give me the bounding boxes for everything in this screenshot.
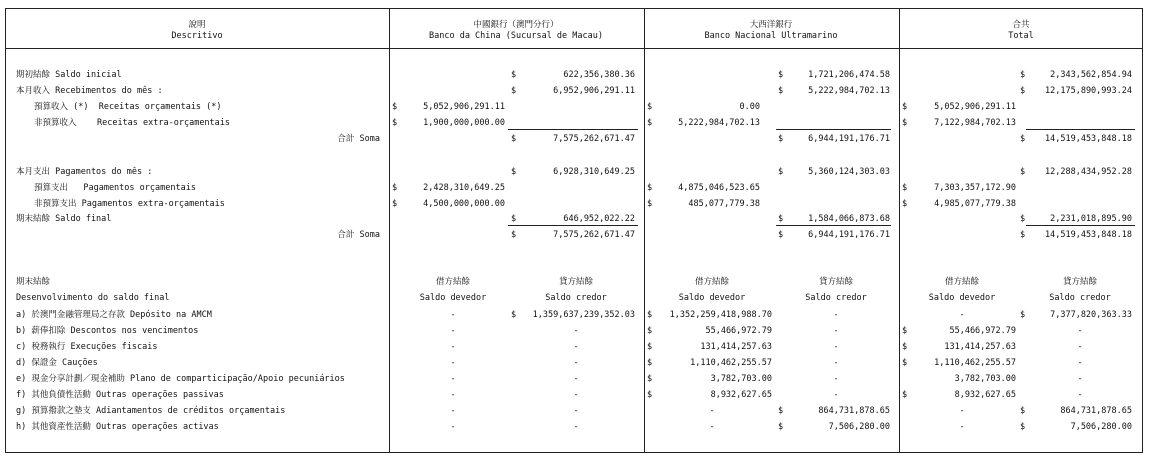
- debit-header-pt: Saldo devedor: [678, 293, 746, 303]
- value: 6,944,191,176.71: [808, 230, 890, 240]
- currency: $: [778, 230, 784, 240]
- value: 1,110,462,255.57: [934, 358, 1016, 368]
- currency: $: [1020, 214, 1026, 224]
- value: 2,343,562,854.94: [1050, 70, 1132, 80]
- value: 7,122,984,702.13: [934, 118, 1016, 128]
- dash: -: [959, 310, 965, 320]
- value: 7,506,280.00: [828, 422, 890, 432]
- currency: $: [647, 374, 653, 384]
- value: 1,352,259,418,988.70: [669, 310, 772, 320]
- dev-item-label: f) 其他負債性活動 Outras operações passivas: [16, 390, 224, 400]
- currency: $: [778, 70, 784, 80]
- currency: $: [511, 310, 517, 320]
- currency: $: [1020, 310, 1026, 320]
- debit-header-zh: 借方結餘: [944, 277, 980, 287]
- value: 622,356,380.36: [563, 70, 635, 80]
- dash: -: [450, 326, 456, 336]
- value: 14,519,453,848.18: [1045, 230, 1132, 240]
- row-label: 期末結餘 Saldo final: [16, 214, 112, 224]
- dash: -: [833, 310, 839, 320]
- dash: -: [573, 422, 579, 432]
- value: 3,782,703.00: [954, 374, 1016, 384]
- dash: -: [709, 422, 715, 432]
- value: 4,875,046,523.65: [678, 183, 760, 193]
- dash: -: [450, 406, 456, 416]
- header-boc-pt: Banco da China (Sucursal de Macau): [429, 31, 603, 41]
- currency: $: [902, 390, 908, 400]
- currency: $: [647, 183, 653, 193]
- dash: -: [573, 390, 579, 400]
- value: 2,231,018,895.90: [1050, 214, 1132, 224]
- value: 8,932,627.65: [954, 390, 1016, 400]
- value: 7,575,262,671.47: [553, 134, 635, 144]
- dash: -: [450, 310, 456, 320]
- debit-header-zh: 借方結餘: [435, 277, 471, 287]
- dev-item-label: a) 於澳門金融管理局之存款 Depósito na AMCM: [16, 310, 212, 320]
- value: 6,944,191,176.71: [808, 134, 890, 144]
- value: 55,466,972.79: [705, 326, 772, 336]
- currency: $: [778, 86, 784, 96]
- dev-title-zh: 期末結餘: [16, 277, 51, 287]
- value: 4,985,077,779.38: [934, 199, 1016, 209]
- currency: $: [392, 118, 398, 128]
- dash: -: [450, 374, 456, 384]
- value: 131,414,257.63: [944, 342, 1016, 352]
- debit-header-pt: Saldo devedor: [928, 293, 996, 303]
- currency: $: [778, 422, 784, 432]
- value: 646,952,022.22: [563, 214, 635, 224]
- currency: $: [1020, 230, 1026, 240]
- currency: $: [1020, 422, 1026, 432]
- row-label: 本月收入 Recebimentos do mês :: [16, 86, 163, 96]
- value: 0.00: [739, 102, 760, 112]
- currency: $: [647, 118, 653, 128]
- header-total-pt: Total: [1008, 31, 1034, 41]
- value: 12,288,434,952.28: [1045, 167, 1132, 177]
- value: 7,575,262,671.47: [553, 230, 635, 240]
- currency: $: [1020, 70, 1026, 80]
- currency: $: [511, 167, 517, 177]
- credit-header-zh: 貸方結餘: [818, 277, 854, 287]
- dash: -: [1077, 374, 1083, 384]
- value: 5,360,124,303.03: [808, 167, 890, 177]
- value: 6,928,310,649.25: [553, 167, 635, 177]
- currency: $: [647, 199, 653, 209]
- dash: -: [1077, 342, 1083, 352]
- value: 5,222,984,702.13: [808, 86, 890, 96]
- value: 2,428,310,649.25: [423, 183, 505, 193]
- currency: $: [778, 134, 784, 144]
- header-total-zh: 合共: [1012, 20, 1030, 30]
- dev-item-label: h) 其他資產性活動 Outras operações activas: [16, 422, 219, 432]
- currency: $: [647, 342, 653, 352]
- currency: $: [511, 214, 517, 224]
- row-label: 非預算收入 Receitas extra-orçamentais: [34, 118, 231, 128]
- column-divider: [644, 8, 645, 453]
- currency: $: [511, 230, 517, 240]
- header-bnu-pt: Banco Nacional Ultramarino: [704, 31, 838, 41]
- currency: $: [392, 183, 398, 193]
- currency: $: [647, 358, 653, 368]
- value: 1,584,066,873.68: [808, 214, 890, 224]
- currency: $: [647, 102, 653, 112]
- value: 1,900,000,000.00: [423, 118, 505, 128]
- dash: -: [833, 358, 839, 368]
- dash: -: [833, 390, 839, 400]
- currency: $: [392, 199, 398, 209]
- dev-item-label: c) 稅務執行 Execuções fiscais: [16, 342, 158, 352]
- dash: -: [573, 374, 579, 384]
- dash: -: [450, 358, 456, 368]
- currency: $: [902, 118, 908, 128]
- dash: -: [833, 342, 839, 352]
- currency: $: [1020, 134, 1026, 144]
- currency: $: [392, 102, 398, 112]
- row-label: 非預算支出 Pagamentos extra-orçamentais: [34, 199, 225, 209]
- value: 6,952,906,291.11: [553, 86, 635, 96]
- value: 864,731,878.65: [1060, 406, 1132, 416]
- currency: $: [902, 342, 908, 352]
- dev-title-pt: Desenvolvimento do saldo final: [16, 293, 170, 303]
- dash: -: [573, 326, 579, 336]
- row-label: 本月支出 Pagamentos do mês :: [16, 167, 153, 177]
- subtotal-rule: [508, 129, 638, 130]
- currency: $: [1020, 86, 1026, 96]
- credit-header-zh: 貸方結餘: [558, 277, 594, 287]
- value: 131,414,257.63: [700, 342, 772, 352]
- value: 1,110,462,255.57: [690, 358, 772, 368]
- subtotal-rule: [1026, 129, 1135, 130]
- dev-item-label: d) 保證金 Cauções: [16, 358, 98, 368]
- value: 864,731,878.65: [818, 406, 890, 416]
- dash: -: [573, 342, 579, 352]
- value: 3,782,703.00: [710, 374, 772, 384]
- value: 7,303,357,172.90: [934, 183, 1016, 193]
- dash: -: [450, 342, 456, 352]
- currency: $: [647, 390, 653, 400]
- dev-item-label: g) 預算撥款之墊支 Adiantamentos de créditos orçamentais: [16, 406, 286, 416]
- credit-header-pt: Saldo credor: [805, 293, 867, 303]
- value: 485,077,779.38: [688, 199, 760, 209]
- credit-header-pt: Saldo credor: [1049, 293, 1111, 303]
- dash: -: [833, 326, 839, 336]
- currency: $: [511, 70, 517, 80]
- currency: $: [902, 199, 908, 209]
- currency: $: [902, 358, 908, 368]
- row-label: 合計 Soma: [337, 230, 380, 240]
- header-bnu-zh: 大西洋銀行: [749, 20, 793, 30]
- value: 5,052,906,291.11: [423, 102, 505, 112]
- header-desc-zh: 說明: [188, 20, 206, 30]
- value: 12,175,890,993.24: [1045, 86, 1132, 96]
- debit-header-pt: Saldo devedor: [419, 293, 487, 303]
- currency: $: [647, 310, 653, 320]
- debit-header-zh: 借方結餘: [694, 277, 730, 287]
- currency: $: [1020, 406, 1026, 416]
- value: 5,052,906,291.11: [934, 102, 1016, 112]
- dash: -: [833, 374, 839, 384]
- column-divider: [899, 8, 900, 453]
- dash: -: [573, 358, 579, 368]
- header-divider: [5, 48, 1143, 49]
- credit-header-pt: Saldo credor: [545, 293, 607, 303]
- currency: $: [902, 102, 908, 112]
- value: 1,721,206,474.58: [808, 70, 890, 80]
- currency: $: [1020, 167, 1026, 177]
- subtotal-rule: [1026, 225, 1135, 226]
- dash: -: [1077, 390, 1083, 400]
- dev-item-label: b) 薪俸扣除 Descontos nos vencimentos: [16, 326, 199, 336]
- column-divider: [389, 8, 390, 453]
- row-label: 合計 Soma: [337, 134, 380, 144]
- value: 7,506,280.00: [1070, 422, 1132, 432]
- dash: -: [959, 406, 965, 416]
- header-desc-pt: Descritivo: [171, 31, 223, 41]
- dev-item-label: e) 現金分享計劃／現金補助 Plano de comparticipação/Apoio pecuniários: [16, 374, 345, 384]
- row-label: 預算支出 Pagamentos orçamentais: [34, 183, 196, 193]
- currency: $: [511, 134, 517, 144]
- dash: -: [450, 390, 456, 400]
- currency: $: [778, 214, 784, 224]
- currency: $: [778, 167, 784, 177]
- dash: -: [709, 406, 715, 416]
- value: 8,932,627.65: [710, 390, 772, 400]
- dash: -: [1077, 358, 1083, 368]
- subtotal-rule: [776, 225, 891, 226]
- subtotal-rule: [776, 129, 891, 130]
- row-label: 預算收入 (*) Receitas orçamentais (*): [34, 102, 222, 112]
- header-boc-zh: 中國銀行（澳門分行）: [473, 20, 559, 30]
- credit-header-zh: 貸方結餘: [1062, 277, 1098, 287]
- dash: -: [1077, 326, 1083, 336]
- currency: $: [778, 406, 784, 416]
- value: 14,519,453,848.18: [1045, 134, 1132, 144]
- currency: $: [511, 86, 517, 96]
- currency: $: [902, 183, 908, 193]
- row-label: 期初結餘 Saldo inicial: [16, 70, 122, 80]
- currency: $: [647, 326, 653, 336]
- value: 55,466,972.79: [949, 326, 1016, 336]
- dash: -: [450, 422, 456, 432]
- currency: $: [902, 326, 908, 336]
- dash: -: [959, 422, 965, 432]
- subtotal-rule: [508, 225, 638, 226]
- value: 5,222,984,702.13: [678, 118, 760, 128]
- dash: -: [573, 406, 579, 416]
- value: 4,500,000,000.00: [423, 199, 505, 209]
- value: 7,377,820,363.33: [1050, 310, 1132, 320]
- value: 1,359,637,239,352.03: [532, 310, 635, 320]
